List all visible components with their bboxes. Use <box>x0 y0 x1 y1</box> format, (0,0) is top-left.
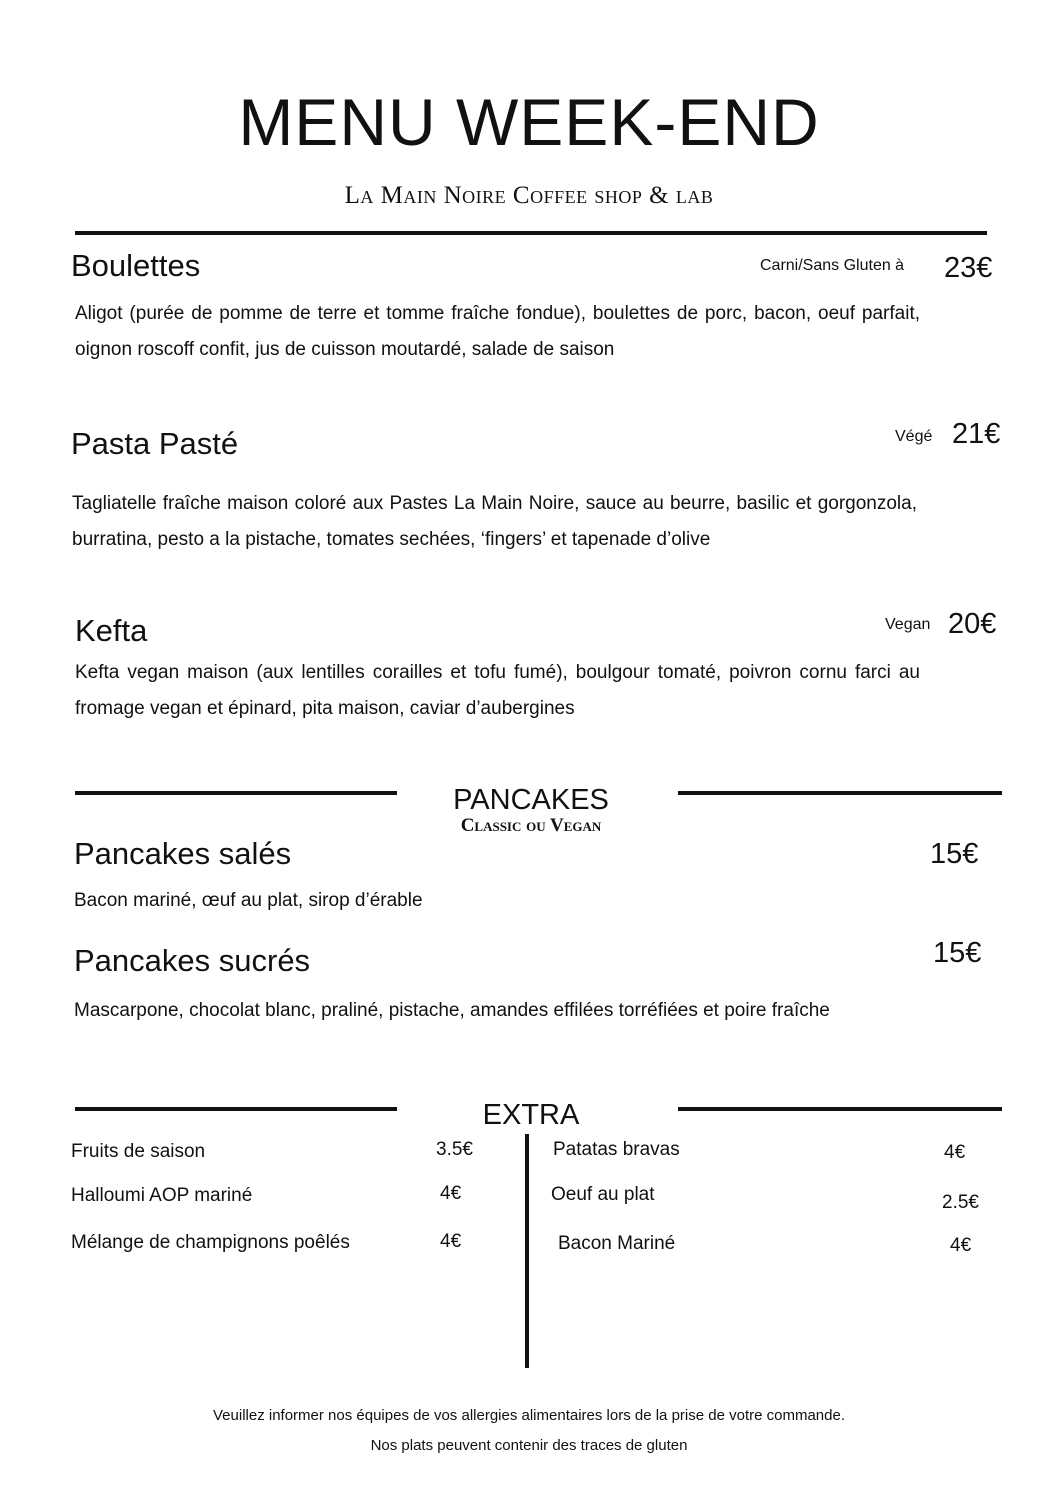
dish-tag: Carni/Sans Gluten à <box>760 257 905 274</box>
section-subtitle: Classic ou Vegan <box>460 815 602 836</box>
dish-description: Kefta vegan maison (aux lentilles corailles et tofu fumé), boulgour tomaté, poivron cornu farci au fromage vegan et épinard, pita maison, caviar d’aubergines <box>75 662 920 719</box>
dish-price: 23€ <box>944 252 993 284</box>
extra-name: Oeuf au plat <box>551 1184 655 1205</box>
dish-name: Boulettes <box>71 248 201 283</box>
dish-description: Aligot (purée de pomme de terre et tomme fraîche fondue), boulettes de porc, bacon, oeuf parfait, oignon roscoff confit, jus de cuisson moutardé, salade de saison <box>75 303 920 360</box>
section-title: EXTRA <box>482 1099 580 1131</box>
dish-tag: Végé <box>895 428 933 445</box>
extra-price: 4€ <box>440 1183 462 1204</box>
extra-price: 4€ <box>950 1235 972 1256</box>
extra-price: 4€ <box>440 1231 462 1252</box>
page-title: MENU WEEK-END <box>238 85 820 159</box>
dish-tag: Vegan <box>885 616 931 633</box>
extra-name: Patatas bravas <box>553 1139 680 1160</box>
dish-name: Pancakes sucrés <box>74 943 311 978</box>
column-divider <box>525 1134 529 1368</box>
extra-price: 4€ <box>944 1142 966 1163</box>
page-subtitle: La Main Noire Coffee shop & lab <box>344 182 714 209</box>
dish-name: Kefta <box>75 613 148 648</box>
extra-name: Bacon Mariné <box>558 1233 676 1254</box>
dish-name: Pasta Pasté <box>71 426 239 461</box>
dish-description: Tagliatelle fraîche maison coloré aux Pastes La Main Noire, sauce au beurre, basilic et gorgonzola, burratina, pesto a la pistache, tomates sechées, ‘fingers’ et tapenade d’olive <box>72 493 917 550</box>
section-rule-right <box>678 1107 1002 1111</box>
dish-price: 15€ <box>933 937 982 969</box>
dish-price: 21€ <box>952 418 1001 450</box>
extra-price: 3.5€ <box>436 1139 473 1160</box>
dish-price: 20€ <box>948 608 997 640</box>
extra-name: Mélange de champignons poêlés <box>71 1232 350 1253</box>
section-rule-left <box>75 1107 397 1111</box>
extra-name: Halloumi AOP mariné <box>71 1185 253 1206</box>
section-title: PANCAKES <box>453 784 609 816</box>
dish-price: 15€ <box>930 838 979 870</box>
section-rule-right <box>678 791 1002 795</box>
extra-name: Fruits de saison <box>71 1141 206 1162</box>
gluten-notice: Nos plats peuvent contenir des traces de gluten <box>370 1437 688 1454</box>
section-rule-left <box>75 791 397 795</box>
dish-name: Pancakes salés <box>74 836 292 871</box>
dish-description: Bacon mariné, œuf au plat, sirop d’érable <box>74 890 423 911</box>
dish-description: Mascarpone, chocolat blanc, praliné, pistache, amandes effilées torréfiées et poire fraîche <box>74 1000 830 1021</box>
divider <box>75 231 987 235</box>
extra-price: 2.5€ <box>942 1192 979 1213</box>
allergy-notice: Veuillez informer nos équipes de vos allergies alimentaires lors de la prise de votre commande. <box>213 1407 845 1424</box>
